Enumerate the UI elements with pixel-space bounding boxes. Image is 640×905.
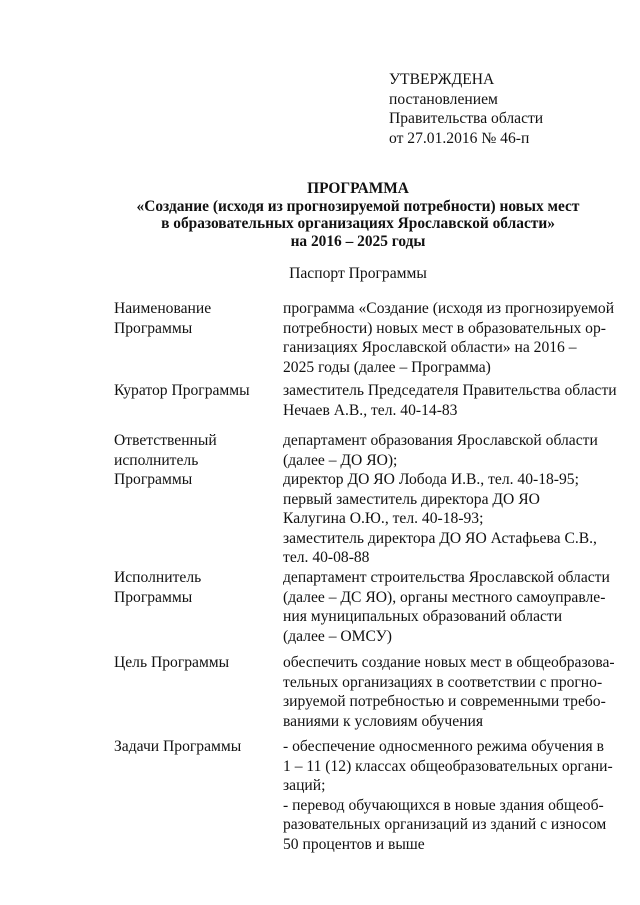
value-line: директор ДО ЯО Лобода И.В., тел. 40-18-95; — [283, 471, 579, 488]
value-line: 1 – 11 (12) классах общеобразовательных органи- — [283, 757, 613, 775]
value-line: департамент образования Ярославской области — [283, 432, 598, 449]
value-line: - обеспечение односменного режима обучения в — [283, 738, 604, 755]
row-label — [114, 653, 229, 673]
row-label — [114, 568, 201, 607]
value-line: (далее – ДО ЯО); — [283, 451, 398, 469]
value-line: - перевод обучающихся в новые здания общеоб- — [283, 796, 604, 814]
row-value — [283, 653, 615, 731]
approval-line-1: УТВЕРЖДЕНА — [389, 71, 495, 88]
title-line-4: на 2016 – 2025 годы — [290, 232, 426, 250]
row-value — [283, 381, 617, 420]
section-subtitle: Паспорт Программы — [289, 265, 427, 282]
value-line: первый заместитель директора ДО ЯО — [283, 490, 540, 508]
value-line: тел. 40-08-88 — [283, 549, 370, 566]
row-label — [114, 299, 211, 338]
row-value — [283, 431, 598, 568]
value-line: Калугина О.Ю., тел. 40-18-93; — [283, 510, 484, 527]
row-value — [283, 737, 613, 854]
value-line: заций; — [283, 777, 326, 794]
label-line: Программы — [114, 471, 193, 488]
value-line: (далее – ОМСУ) — [283, 627, 392, 645]
value-line: потребности) новых мест в образовательных ор- — [283, 319, 606, 337]
document-title — [0, 180, 640, 250]
title-line-1: ПРОГРАММА — [307, 180, 409, 197]
value-line: департамент строительства Ярославской области — [283, 569, 610, 586]
row-label — [114, 431, 217, 490]
approval-line-2: постановлением — [389, 90, 498, 108]
label-line: Задачи Программы — [114, 738, 242, 755]
row-value — [283, 568, 610, 646]
value-line: ваниями к условиям обучения — [283, 712, 484, 730]
value-line: тельных организациях в соответствии с прогно- — [283, 673, 603, 691]
row-label — [114, 737, 241, 757]
value-line: программа «Создание (исходя из прогнозируемой — [283, 300, 615, 317]
value-line: ганизациях Ярославской области» на 2016 – — [283, 339, 577, 356]
value-line: обеспечить создание новых мест в общеобразова- — [283, 654, 615, 671]
approval-line-4: от 27.01.2016 № 46-п — [389, 129, 530, 147]
value-line: заместитель директора ДО ЯО Астафьева С.В., — [283, 529, 597, 547]
approval-line-3: Правительства области — [389, 110, 544, 127]
value-line: разовательных организаций из зданий с износом — [283, 816, 607, 833]
value-line: 50 процентов и выше — [283, 835, 425, 853]
label-line: Исполнитель — [114, 569, 202, 586]
label-line: Программы — [114, 588, 193, 606]
value-line: Нечаев А.В., тел. 40-14-83 — [283, 401, 458, 419]
value-line: заместитель Председателя Правительства области — [283, 382, 617, 399]
value-line: 2025 годы (далее – Программа) — [283, 358, 491, 376]
label-line: Наименование — [114, 300, 212, 317]
label-line: Ответственный — [114, 432, 217, 449]
row-label — [114, 381, 250, 401]
value-line: ния муниципальных образований области — [283, 608, 563, 625]
value-line: (далее – ДС ЯО), органы местного самоуправле- — [283, 588, 606, 606]
title-line-2: «Создание (исходя из прогнозируемой потребности) новых мест — [136, 197, 580, 215]
label-line: исполнитель — [114, 451, 199, 469]
value-line: зируемой потребностью и современными требо- — [283, 693, 606, 710]
approval-stamp — [389, 70, 543, 148]
label-line: Программы — [114, 319, 193, 337]
label-line: Цель Программы — [114, 654, 230, 671]
title-line-3: в образовательных организациях Ярославской области» — [161, 215, 555, 232]
label-line: Куратор Программы — [114, 382, 250, 399]
row-value — [283, 299, 614, 377]
